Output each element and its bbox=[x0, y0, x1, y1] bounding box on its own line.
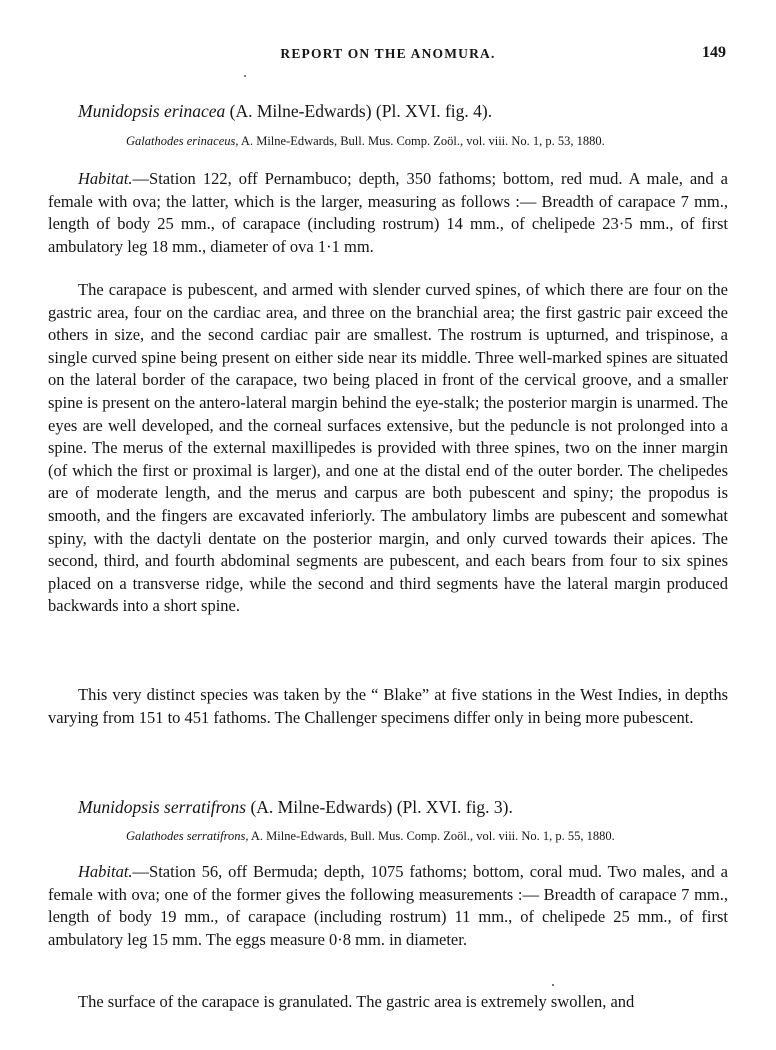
remarks-block bbox=[48, 684, 728, 729]
stray-print-mark bbox=[552, 984, 554, 986]
species-section-serratifrons bbox=[48, 796, 728, 818]
description-paragraph: The carapace is pubescent, and armed with slender curved spines, of which there are four on the gastric area, four on the cardiac area, and three on the branchial area; the first gastric pair exceed the others in size, and the second cardiac pair are smallest. The rostrum is upturned, and trispinose, a single curved spine being present on either side near its middle. Three well-marked spines are situated on the lateral border of the carapace, two being placed in front of the cervical groove, and a smaller spine is present on the antero-lateral margin behind the eye-stalk; the posterior margin is unarmed. The eyes are well developed, and the corneal surfaces extensive, but the peduncle is not prolonged into a spine. The merus of the external maxillipedes is provided with three spines, two on the inner margin (of which the first or proximal is larger), and one at the distal end of the outer border. The chelipedes are of moderate length, and the merus and carpus are both pubescent and spiny; the propodus is smooth, and the fingers are excavated inferiorly. The ambulatory limbs are pubescent and somewhat spiny, with the dactyli dentate on the posterior margin, and only curved towards their apices. The second, third, and fourth abdominal segments are pubescent, and each bears from four to six spines placed on a transverse ridge, while the second and third segments have the lateral margin produced backwards into a short spine. bbox=[48, 280, 728, 616]
description-block bbox=[48, 991, 728, 1014]
habitat-block bbox=[48, 861, 728, 951]
species-heading bbox=[48, 100, 728, 122]
running-title: REPORT ON THE ANOMURA. bbox=[280, 46, 496, 61]
synonym-block bbox=[48, 132, 728, 150]
synonym-citation bbox=[48, 132, 728, 150]
habitat-label: Habitat. bbox=[78, 862, 133, 881]
habitat-text: —Station 56, off Bermuda; depth, 1075 fathoms; bottom, coral mud. Two males, and a female with ova; one of the former gives the following measurements :— Breadth of carapace 7 mm., length of body 19 mm., of carapace (including rostrum) 11 mm., of chelipede 25 mm., of first ambulatory leg 15 mm. The eggs measure 0·8 mm. in diameter. bbox=[48, 862, 728, 949]
habitat-text: —Station 122, off Pernambuco; depth, 350 fathoms; bottom, red mud. A male, and a female with ova; the latter, which is the larger, measuring as follows :— Breadth of carapace 7 mm., length of body 25 mm., of carapace (including rostrum) 14 mm., of chelipede 23·5 mm., of first ambulatory leg 18 mm., diameter of ova 1·1 mm. bbox=[48, 169, 728, 256]
species-authority: (A. Milne-Edwards) (Pl. XVI. fig. 3). bbox=[250, 797, 513, 817]
synonym-citation bbox=[48, 827, 728, 845]
species-authority: (A. Milne-Edwards) (Pl. XVI. fig. 4). bbox=[229, 101, 493, 121]
description-block bbox=[48, 279, 728, 618]
habitat-label: Habitat. bbox=[78, 169, 133, 188]
habitat-paragraph bbox=[48, 168, 728, 258]
synonym-reference: A. Milne-Edwards, Bull. Mus. Comp. Zoöl., vol. viii. No. 1, p. 53, 1880. bbox=[240, 134, 605, 148]
habitat-paragraph bbox=[48, 861, 728, 951]
synonym-name: Galathodes serratifrons, bbox=[126, 829, 249, 843]
synonym-block bbox=[48, 827, 728, 845]
species-name: Munidopsis erinacea bbox=[78, 101, 226, 121]
running-head bbox=[0, 44, 776, 68]
stray-print-mark bbox=[244, 75, 246, 77]
remarks-paragraph: This very distinct species was taken by the “ Blake” at five stations in the West Indies, in depths varying from 151 to 451 fathoms. The Challenger specimens differ only in being more pubescent. bbox=[48, 685, 728, 727]
species-name: Munidopsis serratifrons bbox=[78, 797, 247, 817]
species-heading bbox=[48, 796, 728, 818]
synonym-name: Galathodes erinaceus, bbox=[126, 134, 239, 148]
synonym-reference: A. Milne-Edwards, Bull. Mus. Comp. Zoöl., vol. viii. No. 1, p. 55, 1880. bbox=[250, 829, 615, 843]
description-paragraph: The surface of the carapace is granulated. The gastric area is extremely swollen, and bbox=[78, 992, 635, 1011]
page-number: 149 bbox=[702, 44, 726, 61]
habitat-block bbox=[48, 168, 728, 258]
species-section-erinacea bbox=[48, 100, 728, 122]
